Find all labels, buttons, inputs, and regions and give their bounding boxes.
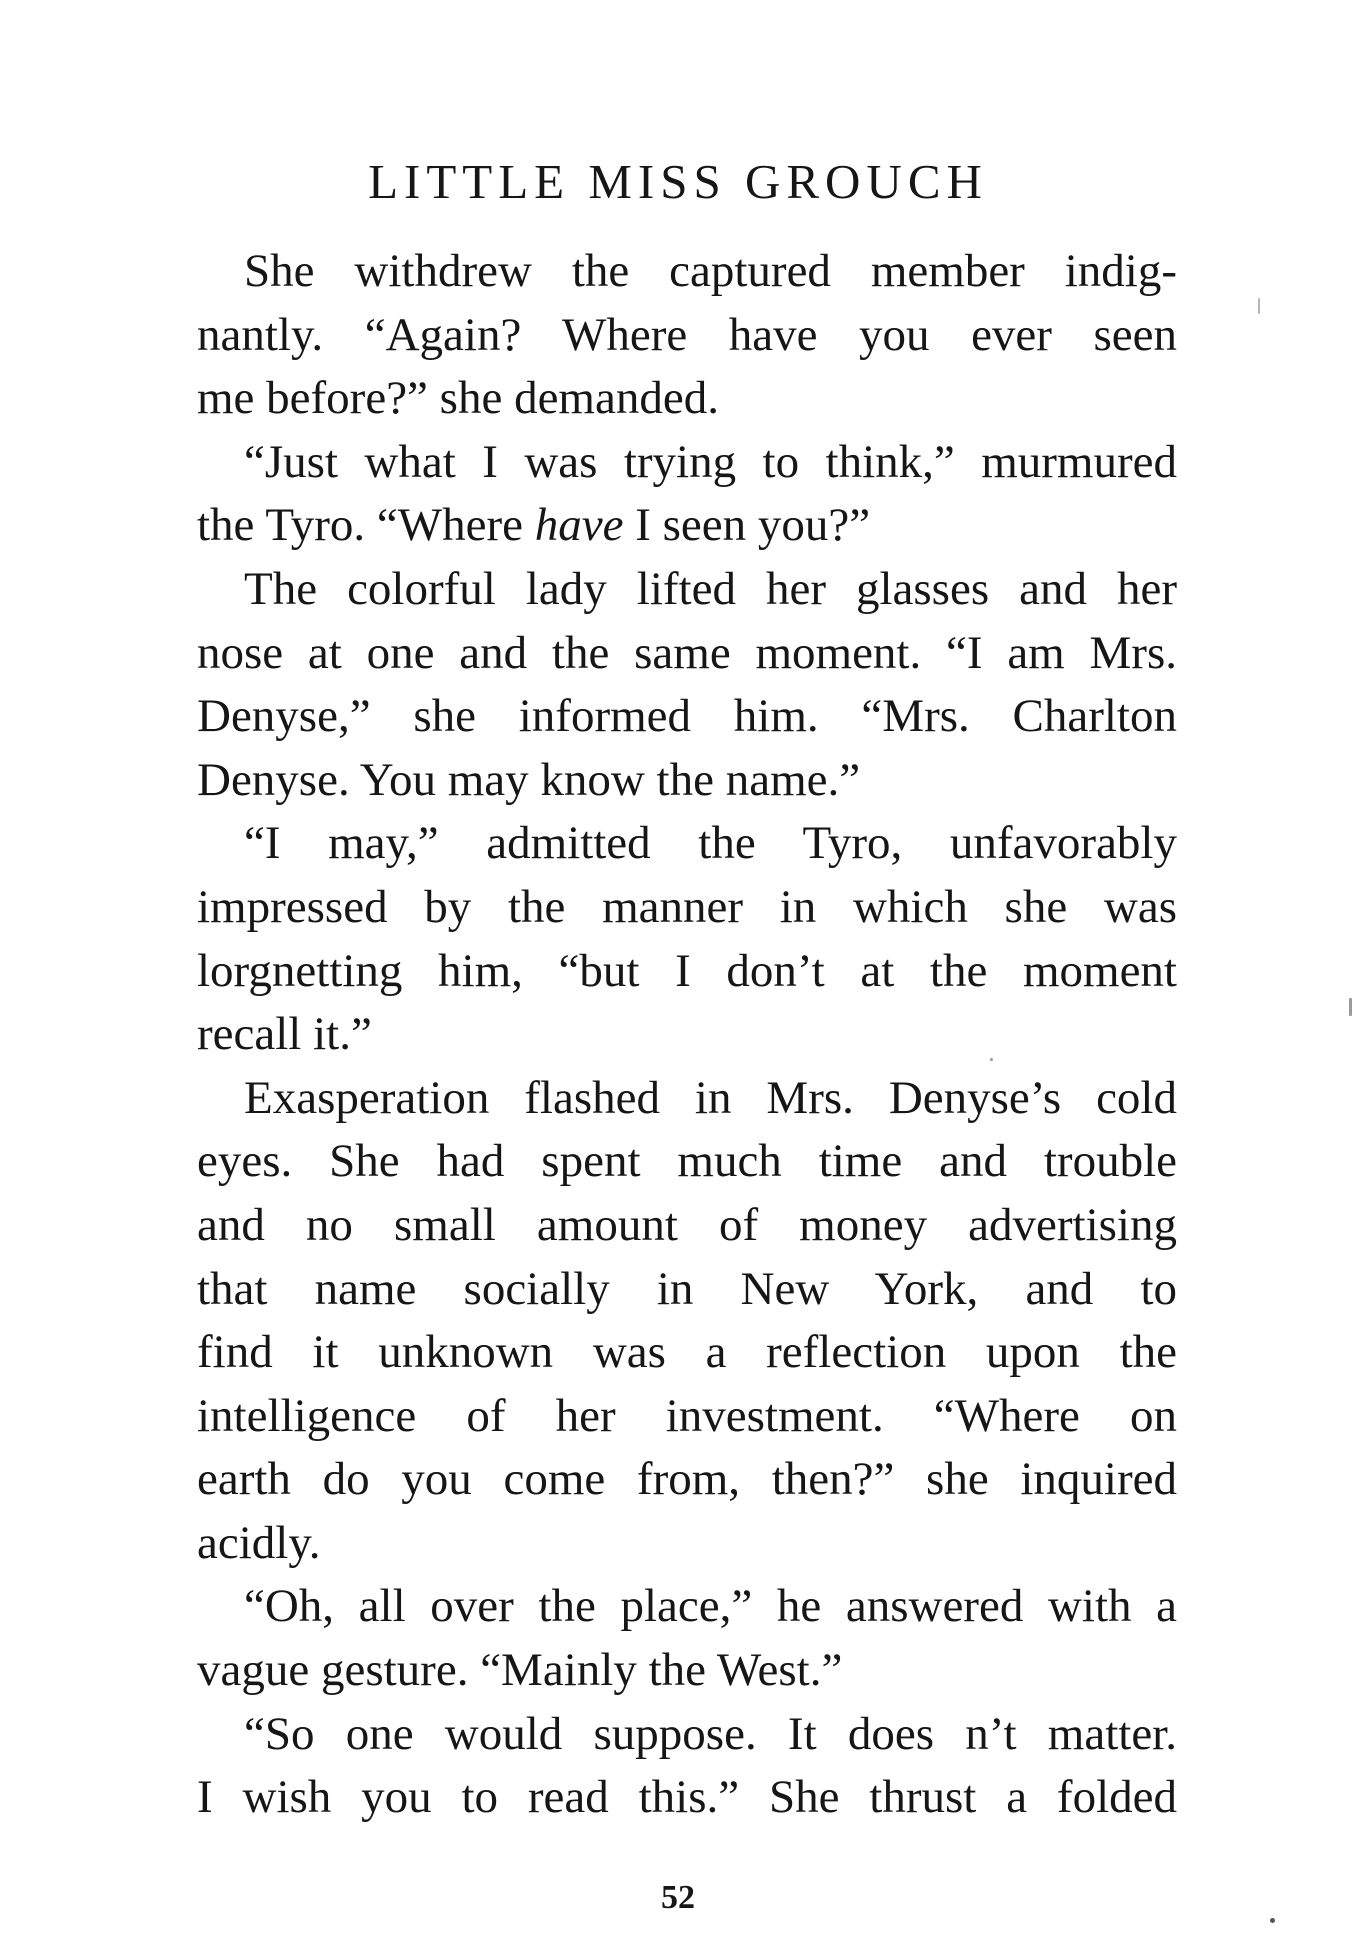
text-line: She withdrew the captured member indig-	[244, 245, 1177, 297]
text-run: the Tyro. “Where	[197, 499, 535, 552]
text-line: impressed by the manner in which she was	[197, 880, 1177, 933]
italic-run: have	[534, 499, 624, 552]
text-line: nose at one and the same moment. “I am Mrs.	[197, 626, 1177, 679]
text-line: recall it.”	[197, 1008, 372, 1061]
text-run: I seen you?”	[623, 499, 871, 552]
text-line: and no small amount of money advertising	[197, 1198, 1177, 1251]
paper-speck	[1258, 298, 1260, 314]
text-line: lorgnetting him, “but I don’t at the moment	[197, 944, 1177, 997]
text-line: Denyse. You may know the name.”	[197, 753, 861, 806]
text-line: acidly.	[197, 1516, 321, 1569]
paper-speck	[1270, 1918, 1275, 1923]
text-line: nantly. “Again? Where have you ever seen	[197, 308, 1177, 361]
text-line: earth do you come from, then?” she inquired	[197, 1453, 1177, 1506]
text-line	[197, 494, 1177, 558]
text-line: “So one would suppose. It does n’t matter.	[244, 1707, 1177, 1760]
text-line: me before?” she demanded.	[197, 372, 719, 425]
paper-speck	[990, 1058, 993, 1061]
text-line: Denyse,” she informed him. “Mrs. Charlton	[197, 690, 1177, 743]
body-text	[197, 240, 1177, 1830]
text-line: that name socially in New York, and to	[197, 1262, 1177, 1315]
text-line: find it unknown was a reflection upon the	[197, 1326, 1177, 1379]
running-head: LITTLE MISS GROUCH	[368, 154, 988, 209]
text-line: The colorful lady lifted her glasses and her	[244, 562, 1177, 615]
text-line: “Just what I was trying to think,” murmured	[244, 435, 1177, 488]
text-line: “I may,” admitted the Tyro, unfavorably	[244, 817, 1177, 870]
text-line: eyes. She had spent much time and trouble	[197, 1135, 1177, 1188]
text-line: “Oh, all over the place,” he answered with a	[244, 1580, 1177, 1633]
text-line: intelligence of her investment. “Where on	[197, 1389, 1177, 1442]
text-line: Exasperation flashed in Mrs. Denyse’s cold	[244, 1071, 1177, 1124]
page-number: 52	[661, 1879, 695, 1916]
text-line: I wish you to read this.” She thrust a folded	[197, 1771, 1177, 1824]
text-line: vague gesture. “Mainly the West.”	[197, 1644, 843, 1697]
paper-speck	[1349, 998, 1352, 1016]
